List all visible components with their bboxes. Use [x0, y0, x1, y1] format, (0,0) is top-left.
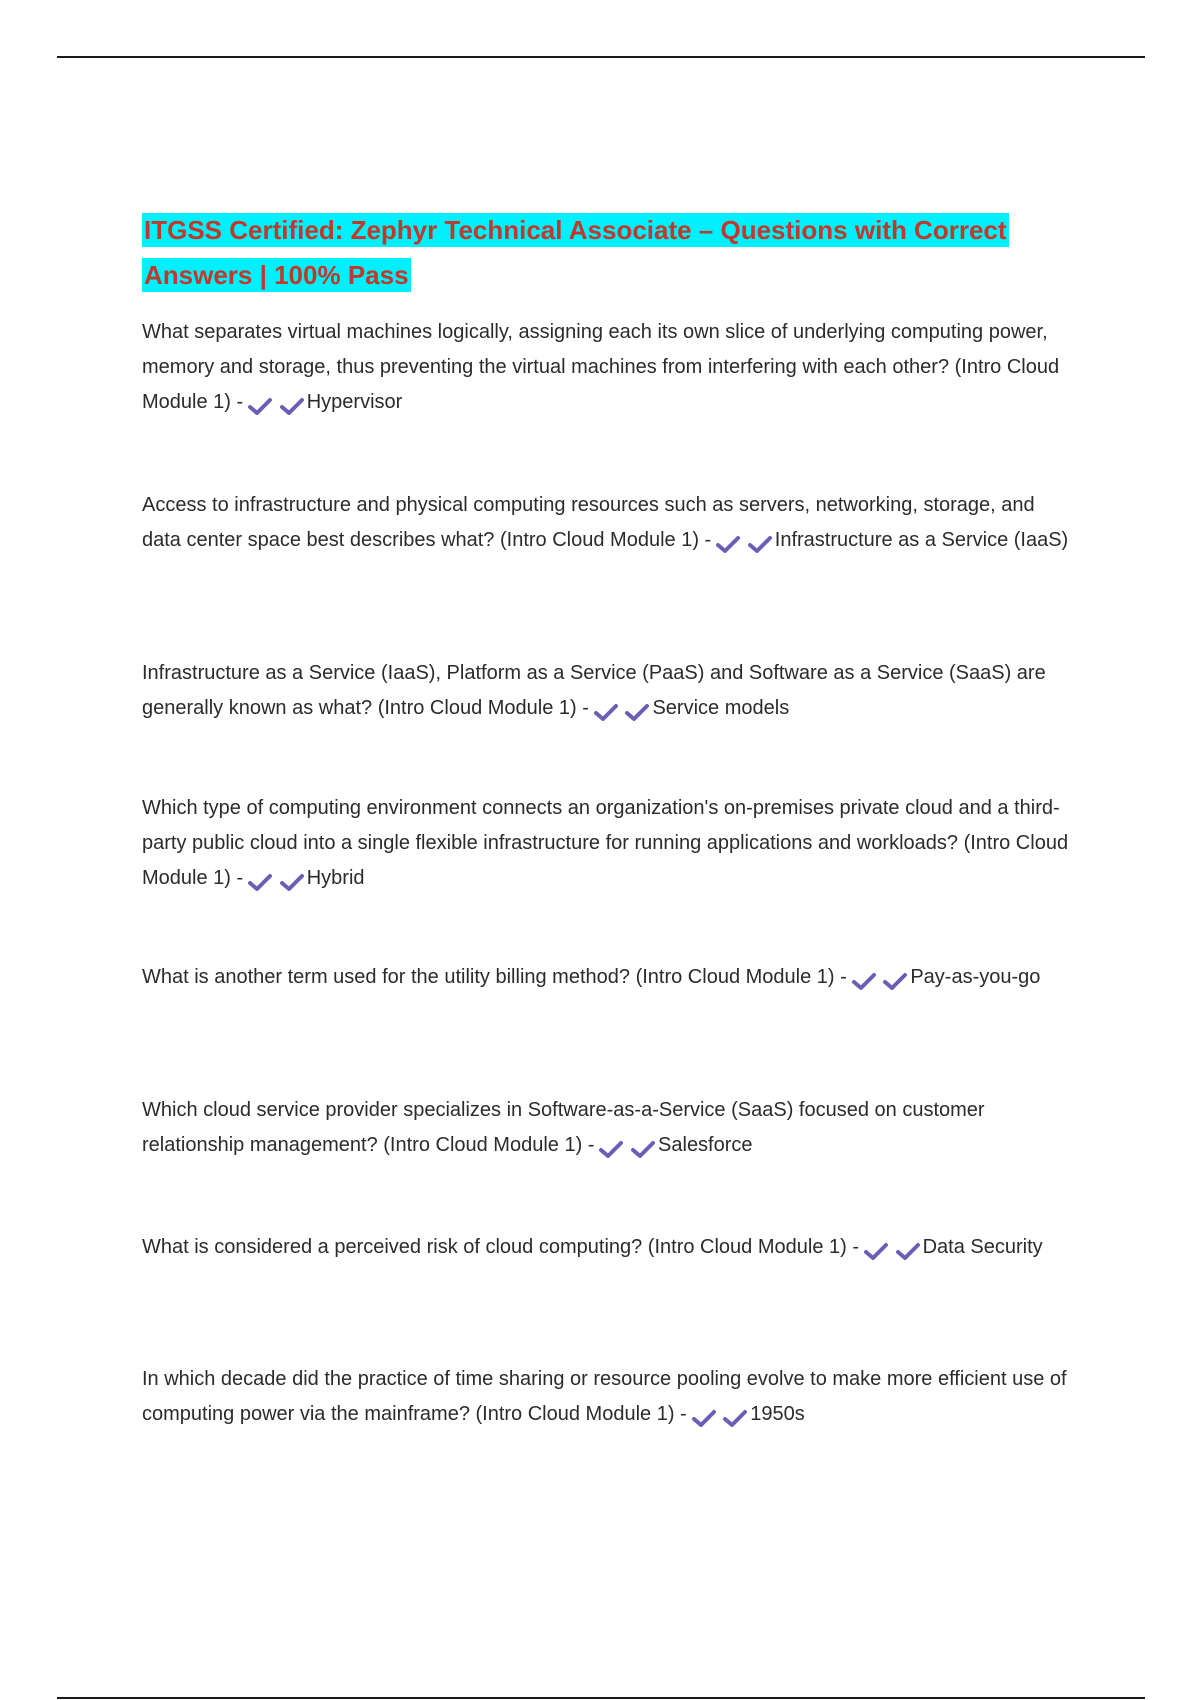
qa-text: [142, 1093, 1072, 1167]
checkmark-icon: [593, 703, 619, 723]
qa-item: [142, 1362, 1072, 1436]
qa-text: [142, 1230, 1072, 1269]
checkmark-icon: [279, 397, 305, 417]
qa-text: [142, 1362, 1072, 1436]
checkmark-icon: [895, 1242, 921, 1262]
qa-item: [142, 488, 1072, 562]
checkmark-icon: [598, 1140, 624, 1160]
double-checkmark-icon: [247, 865, 305, 900]
checkmark-icon: [624, 703, 650, 723]
top-rule: [57, 56, 1145, 58]
double-checkmark-icon: [593, 695, 651, 730]
checkmark-icon: [851, 972, 877, 992]
qa-text: [142, 656, 1072, 730]
answer-text: Salesforce: [658, 1134, 753, 1156]
question-text: Which type of computing environment connects an organization's on-premises private cloud and a third-party public cloud into a single flexible infrastructure for running applications and workloads? (Intro Cloud Module 1) -: [142, 797, 1069, 889]
double-checkmark-icon: [598, 1132, 656, 1167]
qa-item: [142, 656, 1072, 730]
document-title: ITGSS Certified: Zephyr Technical Associate – Questions with Correct Answers | 100% Pass: [144, 215, 1007, 290]
checkmark-icon: [247, 873, 273, 893]
qa-text: [142, 315, 1072, 424]
qa-text: [142, 488, 1072, 562]
answer-text: Infrastructure as a Service (IaaS): [774, 529, 1069, 551]
checkmark-icon: [715, 535, 741, 555]
double-checkmark-icon: [715, 527, 773, 562]
answer-text: 1950s: [750, 1403, 805, 1425]
question-text: What is considered a perceived risk of cloud computing? (Intro Cloud Module 1) -: [142, 1236, 860, 1258]
answer-text: Hybrid: [306, 867, 365, 889]
checkmark-icon: [279, 873, 305, 893]
question-text: Access to infrastructure and physical computing resources such as servers, networking, storage, and data center space best describes what? (Intro Cloud Module 1) -: [142, 494, 1035, 551]
qa-text: [142, 791, 1072, 900]
double-checkmark-icon: [863, 1234, 921, 1269]
qa-item: [142, 1093, 1072, 1167]
qa-item: [142, 1230, 1072, 1269]
qa-item: [142, 960, 1072, 999]
double-checkmark-icon: [247, 389, 305, 424]
qa-item: [142, 315, 1072, 424]
double-checkmark-icon: [851, 964, 909, 999]
checkmark-icon: [882, 972, 908, 992]
answer-text: Service models: [652, 697, 790, 719]
question-text: In which decade did the practice of time sharing or resource pooling evolve to make more efficient use of computing power via the mainframe? (Intro Cloud Module 1) -: [142, 1368, 1067, 1425]
question-text: What is another term used for the utility billing method? (Intro Cloud Module 1) -: [142, 966, 847, 988]
answer-text: Pay-as-you-go: [910, 966, 1041, 988]
question-text: Infrastructure as a Service (IaaS), Platform as a Service (PaaS) and Software as a Service (SaaS) are generally known as what? (Intro Cloud Module 1) -: [142, 662, 1046, 719]
checkmark-icon: [722, 1409, 748, 1429]
bottom-rule: [57, 1697, 1145, 1699]
double-checkmark-icon: [691, 1401, 749, 1436]
checkmark-icon: [630, 1140, 656, 1160]
question-text: What separates virtual machines logically, assigning each its own slice of underlying computing power, memory and storage, thus preventing the virtual machines from interfering with each other? (Intro Cloud Module 1) -: [142, 321, 1060, 413]
checkmark-icon: [863, 1242, 889, 1262]
question-text: Which cloud service provider specializes in Software-as-a-Service (SaaS) focused on customer relationship management? (Intro Cloud Module 1) -: [142, 1099, 985, 1156]
checkmark-icon: [691, 1409, 717, 1429]
qa-item: [142, 791, 1072, 900]
answer-text: Hypervisor: [306, 391, 403, 413]
answer-text: Data Security: [922, 1236, 1043, 1258]
qa-text: [142, 960, 1072, 999]
document-body: [142, 208, 1072, 1425]
checkmark-icon: [247, 397, 273, 417]
checkmark-icon: [747, 535, 773, 555]
